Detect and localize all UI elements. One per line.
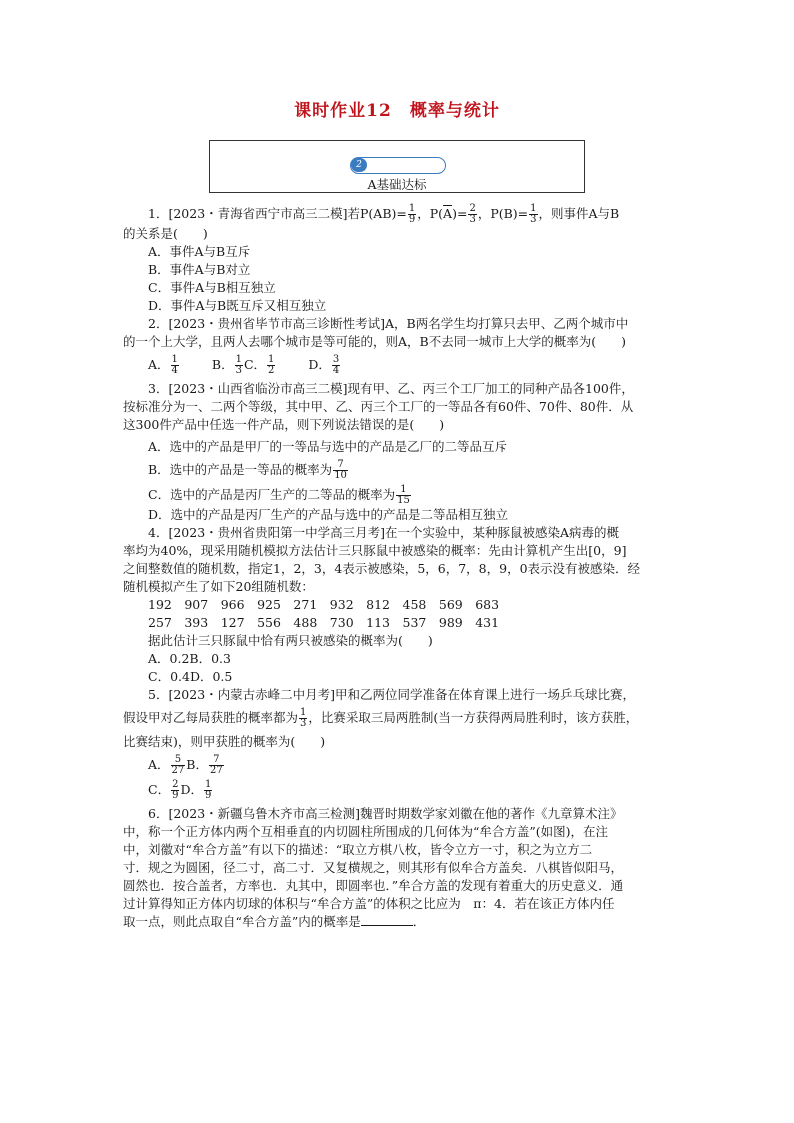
q3-option-a: A．选中的产品是甲厂的一等品与选中的产品是乙厂的二等品互斥 (148, 439, 508, 454)
fraction: $\frac{2}{3}$ (469, 203, 476, 225)
question-3-cont: 按标准分为一、二两个等级，其中甲、乙、丙三个工厂的一等品各有60件、70件、80件．从 (123, 399, 634, 414)
question-6-cont5: 过计算得知正方体内切球的体积与“牟合方盖”的体积之比应为 π：4．若在该正方体内任 (123, 896, 615, 911)
section-badge-icon: 2 (351, 158, 367, 172)
question-1-cont: 的关系是( ) (123, 226, 208, 241)
q3-option-b: B．选中的产品是一等品的概率为 $\frac{7}{10}$ (148, 459, 347, 481)
q3-option-d: D．选中的产品是丙厂生产的产品与选中的产品是二等品相互独立 (148, 507, 509, 522)
question-4-cont: 率均为40%，现采用随机模拟方法估计三只豚鼠中被感染的概率：先由计算机产生出[0，9] (123, 543, 627, 558)
random-numbers-row-1: 192 907 966 925 271 932 812 458 569 683 (148, 597, 500, 612)
question-6-cont2: 中，刘徽对“牟合方盖”有以下的描述：“取立方棋八枚，皆令立方一寸，积之为立方二 (123, 842, 593, 857)
question-3-cont2: 这300件产品中任选一件产品，则下列说法错误的是( ) (123, 417, 445, 432)
q2-options: A． $\frac{1}{4}$ B． $\frac{1}{3}$ C． $\frac{1}{2}$ D． $\frac{3}{4}$ (148, 354, 340, 376)
question-5-cont: 假设甲对乙每局获胜的概率都为 $\frac{1}{3}$ ，比赛采取三局两胜制(当一方获得两局胜利时，该方获胜， (123, 707, 639, 729)
question-4-ask: 据此估计三只豚鼠中恰有两只被感染的概率为( ) (148, 633, 433, 648)
question-4-cont3: 随机模拟产生了如下20组随机数： (123, 579, 314, 594)
question-4: 4．[2023・贵州省贵阳第一中学高三月考]在一个实验中，某种豚鼠被感染A病毒的概 (148, 525, 620, 540)
q5-options-cd: C． $\frac{2}{9}$ D． $\frac{1}{9}$ (148, 779, 212, 801)
q3-option-c: C．选中的产品是丙厂生产的二等品的概率为 $\frac{1}{15}$ (148, 484, 410, 506)
question-6: 6．[2023・新疆乌鲁木齐市高三检测]魏晋时期数学家刘徽在他的著作《九章算术注》 (148, 806, 623, 821)
q1-option-a: A．事件A与B互斥 (148, 244, 251, 259)
fraction: $\frac{1}{3}$ (530, 203, 537, 225)
question-5: 5．[2023・内蒙古赤峰二中月考]甲和乙两位同学准备在体育课上进行一场乒乓球比赛， (148, 687, 636, 702)
q4-options-ab: A．0.2B．0.3 (148, 651, 231, 666)
q1-option-d: D．事件A与B既互斥又相互独立 (148, 298, 327, 313)
q1-option-b: B．事件A与B对立 (148, 262, 251, 277)
q1-option-c: C．事件A与B相互独立 (148, 280, 276, 295)
question-list (123, 203, 688, 931)
random-numbers-row-2: 257 393 127 556 488 730 113 537 989 431 (148, 615, 500, 630)
q5-options-ab: A． $\frac{5}{27}$ B． $\frac{7}{27}$ (148, 754, 223, 776)
question-2-cont: 的一个上大学，且两人去哪个城市是等可能的，则A，B不去同一城市上大学的概率为( ) (123, 334, 626, 349)
section-header-box (209, 140, 585, 193)
question-6-cont6: 取一点，则此点取自“牟合方盖”内的概率是 ． (123, 914, 426, 929)
question-6-cont: 中，称一个正方体内两个互相垂直的内切圆柱所围成的几何体为“牟合方盖”(如图)，在注 (123, 824, 609, 839)
question-5-cont2: 比赛结束)，则甲获胜的概率为( ) (123, 734, 326, 749)
question-4-cont2: 之间整数值的随机数，指定1，2，3，4表示被感染，5，6，7，8，9，0表示没有被感染．经 (123, 561, 641, 576)
question-6-cont3: 寸．规之为圆囷，径二寸，高二寸．又复横规之，则其形有似牟合方盖矣．八棋皆似阳马， (123, 860, 624, 875)
fraction: $\frac{1}{9}$ (408, 203, 416, 225)
question-2: 2．[2023・贵州省毕节市高三诊断性考试]A，B两名学生均打算只去甲、乙两个城市中 (148, 316, 629, 331)
question-6-cont4: 圆然也．按合盖者，方率也．丸其中，即圆率也．”牟合方盖的发现有着重大的历史意义．通 (123, 878, 624, 893)
page-title: 课时作业12 概率与统计 (294, 101, 500, 121)
answer-blank[interactable] (361, 913, 413, 926)
q4-options-cd: C．0.4D．0.5 (148, 669, 233, 684)
question-1: 1．[2023・青海省西宁市高三二模]若P(AB)= $\frac{1}{9}$ ，$P(\overline{A})=$ $\frac{2}{3}$ ，P(B)= $\frac{1}{3}$ ，则事件A与B (148, 203, 620, 225)
question-3: 3．[2023・山西省临汾市高三二模]现有甲、乙、丙三个工厂加工的同种产品各100件， (148, 381, 634, 396)
section-label: A基础达标 (367, 177, 427, 192)
